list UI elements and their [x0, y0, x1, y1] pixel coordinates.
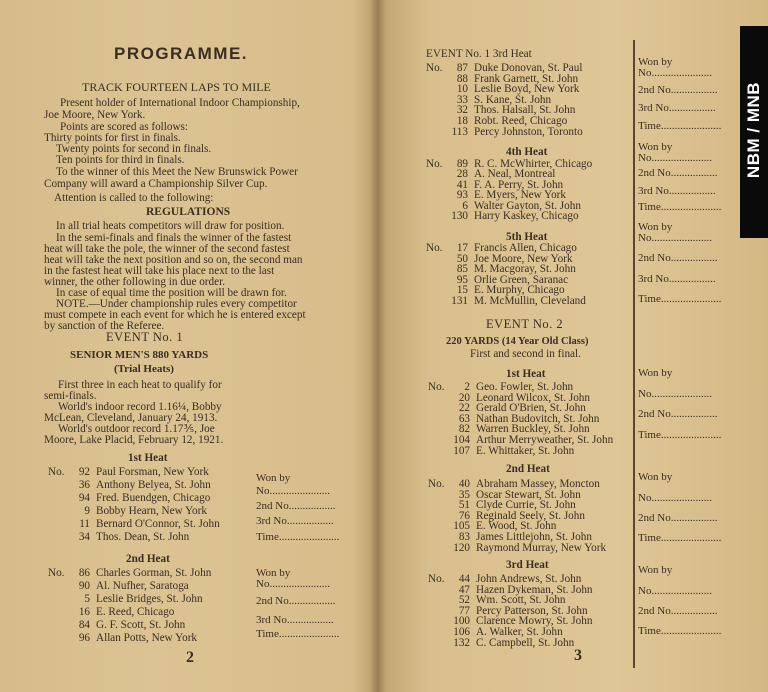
- result-second: 2nd No.................: [256, 500, 336, 512]
- result-third: 3rd No.................: [256, 614, 334, 626]
- entry-number: 2: [464, 381, 470, 393]
- no-prefix: No.: [48, 567, 65, 579]
- heat-title: 5th Heat: [506, 231, 548, 243]
- event1-line: First three in each heat to qualify for: [58, 379, 222, 391]
- heat-entry: [428, 637, 574, 650]
- entry-name: Thos. Halsall, St. John: [474, 104, 576, 117]
- entry-number: 15: [456, 284, 468, 297]
- event1-line: Moore, Lake Placid, February 12, 1921.: [44, 434, 224, 446]
- result-won-by: Won by: [638, 564, 673, 576]
- entry-number: 28: [456, 168, 468, 181]
- regulation-line: winner, the other following in due order.: [44, 276, 225, 288]
- result-third: 3rd No.................: [256, 515, 334, 527]
- entry-number: 16: [78, 606, 90, 618]
- entry-name: Anthony Belyea, St. John: [96, 479, 211, 491]
- entry-name: Orlie Green, Saranac: [474, 273, 569, 286]
- result-won-by: Won by: [638, 141, 673, 153]
- result-second: 2nd No.................: [638, 84, 718, 96]
- entry-name: Robt. Reed, Chicago: [474, 115, 568, 127]
- entry-number: 20: [458, 391, 470, 404]
- entry-name: Thos. Dean, St. John: [96, 531, 190, 543]
- page-number: 3: [574, 647, 582, 664]
- heat-title: 2nd Heat: [126, 553, 170, 565]
- event1-line: World's outdoor record 1.17⅗, Joe: [58, 423, 215, 435]
- regulation-line: In all trial heats competitors will draw for position.: [56, 220, 285, 232]
- result-won-by: Won by: [638, 221, 673, 233]
- heat-entry: [428, 542, 606, 555]
- event1-name: SENIOR MEN'S 880 YARDS: [70, 349, 209, 361]
- regulation-line: NOTE.—Under championship rules every competitor: [56, 298, 297, 310]
- entry-name: Percy Patterson, St. John: [476, 604, 588, 617]
- event2-name: 220 YARDS (14 Year Old Class): [446, 336, 589, 347]
- entry-name: Duke Donovan, St. Paul: [474, 62, 583, 74]
- entry-number: 120: [453, 541, 470, 554]
- entry-name: Joe Moore, New York: [474, 252, 573, 265]
- entry-number: 94: [78, 492, 90, 504]
- result-time: Time......................: [638, 201, 722, 213]
- entry-name: Wm. Scott, St. John: [476, 594, 566, 607]
- entry-number: 11: [79, 518, 90, 530]
- event1-sub: (Trial Heats): [114, 363, 174, 375]
- entry-number: 63: [458, 412, 470, 425]
- entry-name: Harry Kaskey, Chicago: [474, 210, 579, 222]
- result-no: No......................: [256, 485, 330, 497]
- entry-number: 100: [453, 615, 470, 628]
- result-time: Time......................: [638, 293, 722, 305]
- result-third: 3rd No.................: [638, 273, 716, 285]
- entry-number: 77: [458, 604, 470, 617]
- heat-title: 1st Heat: [506, 368, 546, 380]
- entry-name: E. Whittaker, St. John: [476, 444, 575, 457]
- no-prefix: No.: [428, 381, 445, 393]
- result-time: Time......................: [256, 531, 340, 543]
- entry-name: Walter Gayton, St. John: [474, 199, 581, 212]
- entry-name: Paul Forsman, New York: [96, 466, 209, 478]
- intro-line: Ten points for third in finals.: [56, 154, 185, 166]
- result-no: No......................: [256, 578, 330, 590]
- entry-number: 76: [458, 509, 470, 522]
- page-number: 2: [186, 649, 194, 666]
- no-prefix: No.: [428, 478, 445, 490]
- entry-number: 87: [456, 62, 468, 74]
- no-prefix: No.: [426, 242, 443, 254]
- entry-number: 95: [456, 273, 468, 286]
- entry-name: R. C. McWhirter, Chicago: [474, 158, 593, 170]
- heat-title: 3rd Heat: [506, 559, 549, 571]
- intro-line: Thirty points for first in finals.: [44, 132, 181, 144]
- result-third: 3rd No.................: [638, 102, 716, 114]
- entry-number: 92: [78, 466, 90, 478]
- entry-name: Bobby Hearn, New York: [96, 505, 207, 517]
- entry-number: 22: [458, 402, 470, 415]
- intro-line: Twenty points for second in finals.: [56, 143, 212, 155]
- entry-name: A. Neal, Montreal: [474, 168, 556, 181]
- entry-number: 104: [453, 434, 470, 446]
- entry-name: E. Wood, St. John: [476, 520, 557, 533]
- entry-name: E. Reed, Chicago: [96, 606, 175, 618]
- heat-entry: [426, 126, 583, 139]
- regulation-line: in the fastest heat will take his place next to the last: [44, 265, 275, 277]
- entry-name: Clyde Currie, St. John: [476, 499, 576, 512]
- no-prefix: No.: [428, 573, 445, 585]
- result-time: Time......................: [638, 532, 722, 544]
- heat-title: 1st Heat: [128, 452, 168, 464]
- event2-sub: First and second in final.: [470, 348, 581, 360]
- entry-number: 17: [456, 242, 468, 254]
- regulation-line: must compete in each event for which he is entered except: [44, 309, 306, 321]
- entry-name: Gerald O'Brien, St. John: [476, 402, 586, 415]
- result-won-by: Won by: [638, 471, 673, 483]
- entry-number: 50: [456, 252, 468, 265]
- entry-number: 130: [451, 210, 468, 222]
- entry-number: 84: [78, 619, 90, 631]
- result-no: No......................: [638, 492, 712, 504]
- entry-name: C. Campbell, St. John: [476, 636, 575, 649]
- result-won-by: Won by: [638, 56, 673, 68]
- entry-number: 40: [458, 478, 470, 490]
- result-won-by: Won by: [256, 567, 291, 579]
- result-no: No......................: [638, 152, 712, 164]
- regulation-line: In case of equal time the position will be drawn for.: [56, 287, 287, 299]
- entry-number: 32: [456, 104, 468, 117]
- entry-number: 93: [456, 189, 468, 202]
- entry-number: 89: [456, 158, 468, 170]
- entry-name: M. McMullin, Cleveland: [474, 295, 586, 307]
- entry-name: E. Myers, New York: [474, 189, 566, 202]
- no-prefix: No.: [48, 466, 65, 478]
- no-prefix: No.: [426, 158, 443, 170]
- result-time: Time......................: [256, 628, 340, 640]
- entry-number: 51: [458, 499, 470, 512]
- entry-name: Raymond Murray, New York: [476, 541, 607, 554]
- heat-entry: [426, 295, 586, 308]
- regulation-line: heat will take the next position and so on, the second man: [44, 254, 303, 266]
- no-prefix: No.: [426, 62, 443, 74]
- entry-name: Reginald Seely, St. John: [476, 509, 585, 522]
- intro-line: Points are scored as follows:: [60, 121, 189, 133]
- entry-number: 83: [458, 531, 470, 543]
- regulations-heading: REGULATIONS: [146, 206, 231, 218]
- entry-number: 106: [453, 626, 470, 638]
- entry-name: Leonard Wilcox, St. John: [476, 391, 590, 404]
- entry-number: 131: [451, 295, 468, 307]
- entry-name: S. Kane, St. John: [474, 93, 552, 106]
- entry-name: Allan Potts, New York: [96, 632, 198, 644]
- entry-name: Charles Gorman, St. John: [96, 567, 212, 579]
- badge-label: NBM / MNB: [744, 81, 763, 179]
- entry-name: Bernard O'Connor, St. John: [96, 518, 220, 530]
- result-time: Time......................: [638, 120, 722, 132]
- entry-number: 85: [456, 263, 468, 276]
- entry-number: 36: [78, 479, 90, 491]
- entry-name: Geo. Fowler, St. John: [476, 381, 574, 393]
- result-second: 2nd No.................: [256, 595, 336, 607]
- entry-name: Arthur Merryweather, St. John: [476, 434, 614, 446]
- regulation-line: by sanction of the Referee.: [44, 320, 165, 332]
- entry-name: Nathan Budovitch, St. John: [476, 412, 600, 425]
- entry-number: 88: [456, 72, 468, 85]
- regulation-line: heat will take the pole, the winner of the second fastest: [44, 243, 290, 255]
- entry-name: E. Murphy, Chicago: [474, 284, 565, 297]
- entry-number: 34: [78, 531, 90, 543]
- entry-number: 86: [78, 567, 90, 579]
- result-second: 2nd No.................: [638, 605, 718, 617]
- event1-line: McLean, Cleveland, January 24, 1913.: [44, 412, 218, 424]
- result-second: 2nd No.................: [638, 252, 718, 264]
- entry-name: Oscar Stewart, St. John: [476, 488, 581, 501]
- entry-number: 132: [453, 636, 470, 649]
- result-won-by: Won by: [256, 472, 291, 484]
- heat-title: 2nd Heat: [506, 463, 550, 475]
- entry-name: James Littlejohn, St. John: [476, 531, 592, 543]
- event1-continued-heading: EVENT No. 1 3rd Heat: [426, 48, 532, 60]
- entry-number: 113: [451, 125, 468, 138]
- entry-number: 9: [84, 505, 90, 517]
- entry-number: 47: [458, 583, 470, 596]
- event2-heading: EVENT No. 2: [486, 317, 564, 331]
- result-no: No......................: [638, 67, 712, 79]
- heat-entry: [426, 210, 579, 223]
- entry-name: Percy Johnston, Toronto: [474, 125, 583, 138]
- result-second: 2nd No.................: [638, 512, 718, 524]
- entry-name: F. A. Perry, St. John: [474, 178, 564, 191]
- entry-name: A. Walker, St. John: [476, 626, 563, 638]
- intro-line: Joe Moore, New York.: [44, 109, 146, 121]
- result-third: 3rd No.................: [638, 185, 716, 197]
- intro-line: Present holder of International Indoor Championship,: [60, 97, 300, 109]
- entry-name: G. F. Scott, St. John: [96, 619, 186, 631]
- entry-name: M. Macgoray, St. John: [474, 263, 576, 276]
- entry-name: Abraham Massey, Moncton: [476, 478, 600, 490]
- entry-number: 90: [78, 580, 90, 592]
- result-won-by: Won by: [638, 367, 673, 379]
- entry-number: 41: [456, 178, 468, 191]
- entry-number: 52: [458, 594, 470, 607]
- result-time: Time......................: [638, 625, 722, 637]
- heat-title: 4th Heat: [506, 146, 548, 158]
- intro-line: To the winner of this Meet the New Brunswick Power: [56, 166, 298, 178]
- result-time: Time......................: [638, 429, 722, 441]
- entry-name: Leslie Bridges, St. John: [96, 593, 203, 605]
- result-second: 2nd No.................: [638, 167, 718, 179]
- nbm-mnb-badge: [740, 26, 768, 238]
- result-no: No......................: [638, 232, 712, 244]
- entry-number: 105: [453, 520, 470, 533]
- entry-name: Frank Garnett, St. John: [474, 72, 579, 85]
- entry-name: Hazen Dykeman, St. John: [476, 583, 593, 596]
- entry-number: 44: [458, 573, 470, 585]
- event1-line: semi-finals.: [44, 390, 97, 402]
- result-no: No......................: [638, 388, 712, 400]
- entry-number: 6: [462, 199, 468, 212]
- intro-line: Attention is called to the following:: [54, 192, 214, 204]
- programme-title: PROGRAMME.: [114, 44, 248, 63]
- entry-name: Al. Nufher, Saratoga: [96, 580, 189, 592]
- entry-number: 18: [456, 115, 468, 127]
- intro-line: Company will award a Championship Silver Cup.: [44, 178, 268, 190]
- track-subtitle: TRACK FOURTEEN LAPS TO MILE: [82, 80, 271, 94]
- entry-number: 35: [458, 488, 470, 501]
- result-second: 2nd No.................: [638, 408, 718, 420]
- entry-name: John Andrews, St. John: [476, 573, 582, 585]
- event1-heading: EVENT No. 1: [106, 330, 184, 344]
- entry-number: 33: [456, 93, 468, 106]
- heat-entry: [428, 445, 574, 458]
- entry-number: 5: [84, 593, 90, 605]
- event1-line: World's indoor record 1.16¼, Bobby: [58, 401, 222, 413]
- result-no: No......................: [638, 585, 712, 597]
- entry-number: 10: [456, 83, 468, 96]
- entry-number: 107: [453, 444, 470, 457]
- regulation-line: In the semi-finals and finals the winner of the fastest: [56, 232, 292, 244]
- entry-name: Warren Buckley, St. John: [476, 423, 590, 436]
- entry-number: 96: [78, 632, 90, 644]
- entry-number: 82: [458, 423, 470, 436]
- entry-name: Francis Allen, Chicago: [474, 242, 577, 254]
- entry-name: Clarence Mowry, St. John: [476, 615, 593, 628]
- entry-name: Fred. Buendgen, Chicago: [96, 492, 211, 504]
- entry-name: Leslie Boyd, New York: [474, 83, 580, 96]
